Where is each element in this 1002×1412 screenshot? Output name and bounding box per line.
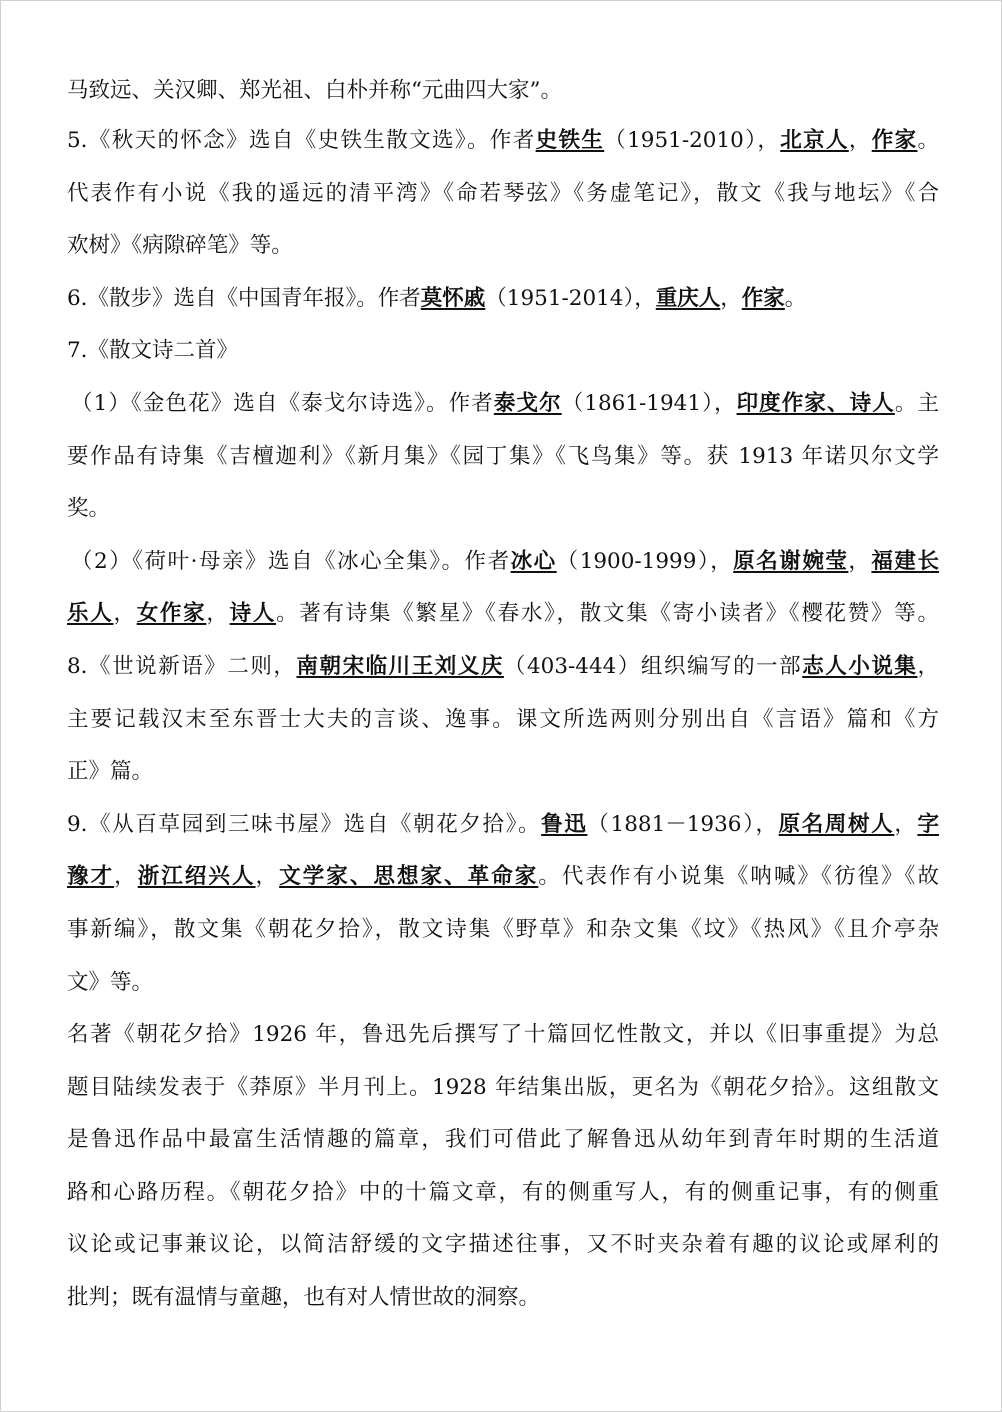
text-run: ， — [113, 601, 137, 627]
text-line — [67, 1009, 939, 1062]
text-line — [67, 1167, 939, 1220]
emphasized-term: 北京人 — [780, 128, 849, 153]
text-line — [67, 220, 939, 273]
text-line — [67, 115, 939, 168]
text-line — [67, 641, 939, 694]
text-run: （1881－1936）， — [587, 811, 779, 837]
text-run: ， — [894, 811, 918, 837]
text-run: ， — [917, 653, 939, 679]
text-line — [67, 851, 939, 904]
emphasized-term: 印度作家、诗人 — [736, 390, 895, 416]
text-run: 批判；既有温情与童趣，也有对人情世故的洞察。 — [67, 1285, 541, 1311]
text-run: （1861-1941）， — [561, 390, 737, 416]
text-run: 。著有诗集《繁星》《春水》，散文集《寄小读者》《樱花赞》等。 — [276, 601, 939, 627]
emphasized-term: 鲁迅 — [541, 811, 588, 837]
document-body — [67, 67, 939, 1325]
text-line — [67, 483, 939, 536]
text-line — [67, 694, 939, 747]
emphasized-term: 诗人 — [229, 601, 277, 627]
text-line — [67, 799, 939, 852]
text-run: 奖。 — [67, 496, 111, 522]
emphasized-term: 浙江绍兴人 — [137, 864, 256, 890]
text-line — [67, 1062, 939, 1115]
text-run: 要作品有诗集《吉檀迦利》《新月集》《园丁集》《飞鸟集》等。获 1913 年诺贝尔文学 — [67, 443, 939, 469]
text-run: 主要记载汉末至东晋士大夫的言谈、逸事。课文所选两则分别出自《言语》篇和《方 — [67, 706, 939, 732]
text-line — [67, 431, 939, 484]
text-run: 。主 — [894, 390, 939, 416]
emphasized-term: 豫才 — [67, 864, 115, 890]
text-run: 事新编》，散文集《朝花夕拾》，散文诗集《野草》和杂文集《坟》《热风》《且介亭杂 — [67, 916, 939, 942]
text-run: （1）《金色花》选自《泰戈尔诗选》。作者 — [71, 390, 494, 416]
text-run: 。代表作有小说集《呐喊》《彷徨》《故 — [538, 864, 939, 890]
emphasized-term: 史铁生 — [535, 128, 605, 153]
text-run: 6.《散步》选自《中国青年报》。作者 — [67, 285, 421, 311]
emphasized-term: 乐人 — [67, 601, 114, 627]
text-run: 5.《秋天的怀念》选自《史铁生散文选》。作者 — [67, 128, 536, 153]
text-run: ， — [255, 864, 280, 890]
emphasized-term: 冰心 — [510, 548, 557, 574]
text-line — [67, 273, 939, 326]
text-run: 欢树》《病隙碎笔》等。 — [67, 233, 293, 259]
text-line — [67, 904, 939, 957]
text-run: 正》篇。 — [67, 759, 154, 785]
text-line — [67, 588, 939, 641]
text-run: ， — [848, 548, 872, 574]
text-run: 马致远、关汉卿、郑光祖、白朴并称“元曲四大家”。 — [67, 78, 562, 103]
text-run: ， — [848, 128, 872, 153]
text-run: 路和心路历程。《朝花夕拾》中的十篇文章，有的侧重写人，有的侧重记事，有的侧重 — [67, 1179, 939, 1205]
text-line — [67, 325, 939, 378]
emphasized-term: 女作家 — [136, 601, 207, 627]
text-line — [67, 67, 939, 115]
text-line — [67, 1219, 939, 1272]
text-run: 是鲁迅作品中最富生活情趣的篇章，我们可借此了解鲁迅从幼年到青年时期的生活道 — [67, 1127, 939, 1153]
text-run: （1951-2010）， — [604, 128, 781, 153]
text-run: ， — [114, 864, 138, 890]
emphasized-term: 字 — [917, 811, 939, 837]
text-run: 9.《从百草园到三味书屋》选自《朝花夕拾》。 — [67, 811, 542, 837]
text-run: 。 — [917, 128, 939, 153]
text-line — [67, 378, 939, 431]
text-run: （2）《荷叶·母亲》选自《冰心全集》。作者 — [71, 548, 511, 574]
emphasized-term: 福建长 — [871, 548, 939, 574]
text-line — [67, 957, 939, 1010]
text-run: 代表作有小说《我的遥远的清平湾》《命若琴弦》《务虚笔记》，散文《我与地坛》《合 — [67, 180, 939, 206]
text-line — [67, 168, 939, 221]
text-run: 。 — [784, 285, 807, 311]
text-run: 8.《世说新语》二则， — [67, 653, 297, 679]
text-run: ， — [720, 285, 742, 311]
text-run: 7.《散文诗二首》 — [67, 338, 239, 364]
emphasized-term: 原名谢婉莹 — [733, 548, 849, 574]
emphasized-term: 文学家、思想家、革命家 — [279, 864, 539, 890]
text-run: 议论或记事兼议论，以简洁舒缓的文字描述往事，又不时夹杂着有趣的议论或犀利的 — [67, 1232, 939, 1258]
emphasized-term: 作家 — [871, 128, 918, 153]
emphasized-term: 重庆人 — [655, 285, 721, 311]
text-line — [67, 1114, 939, 1167]
emphasized-term: 泰戈尔 — [493, 390, 562, 416]
text-run: 题目陆续发表于《莽原》半月刊上。1928 年结集出版，更名为《朝花夕拾》。这组散文 — [67, 1074, 939, 1100]
emphasized-term: 志人小说集 — [802, 653, 918, 679]
text-run: （403-444）组织编写的一部 — [503, 653, 803, 679]
text-run: ， — [206, 601, 230, 627]
text-run: 名著《朝花夕拾》1926 年，鲁迅先后撰写了十篇回忆性散文，并以《旧事重提》为总 — [67, 1022, 939, 1048]
text-line — [67, 536, 939, 589]
text-run: 文》等。 — [67, 969, 154, 995]
emphasized-term: 作家 — [741, 285, 785, 311]
text-run: （1951-2014）， — [485, 285, 656, 311]
emphasized-term: 原名周树人 — [778, 811, 895, 837]
text-line — [67, 746, 939, 799]
emphasized-term: 南朝宋临川王刘义庆 — [296, 653, 504, 679]
text-run: （1900-1999）， — [556, 548, 734, 574]
text-line — [67, 1272, 939, 1325]
emphasized-term: 莫怀戚 — [420, 285, 486, 311]
